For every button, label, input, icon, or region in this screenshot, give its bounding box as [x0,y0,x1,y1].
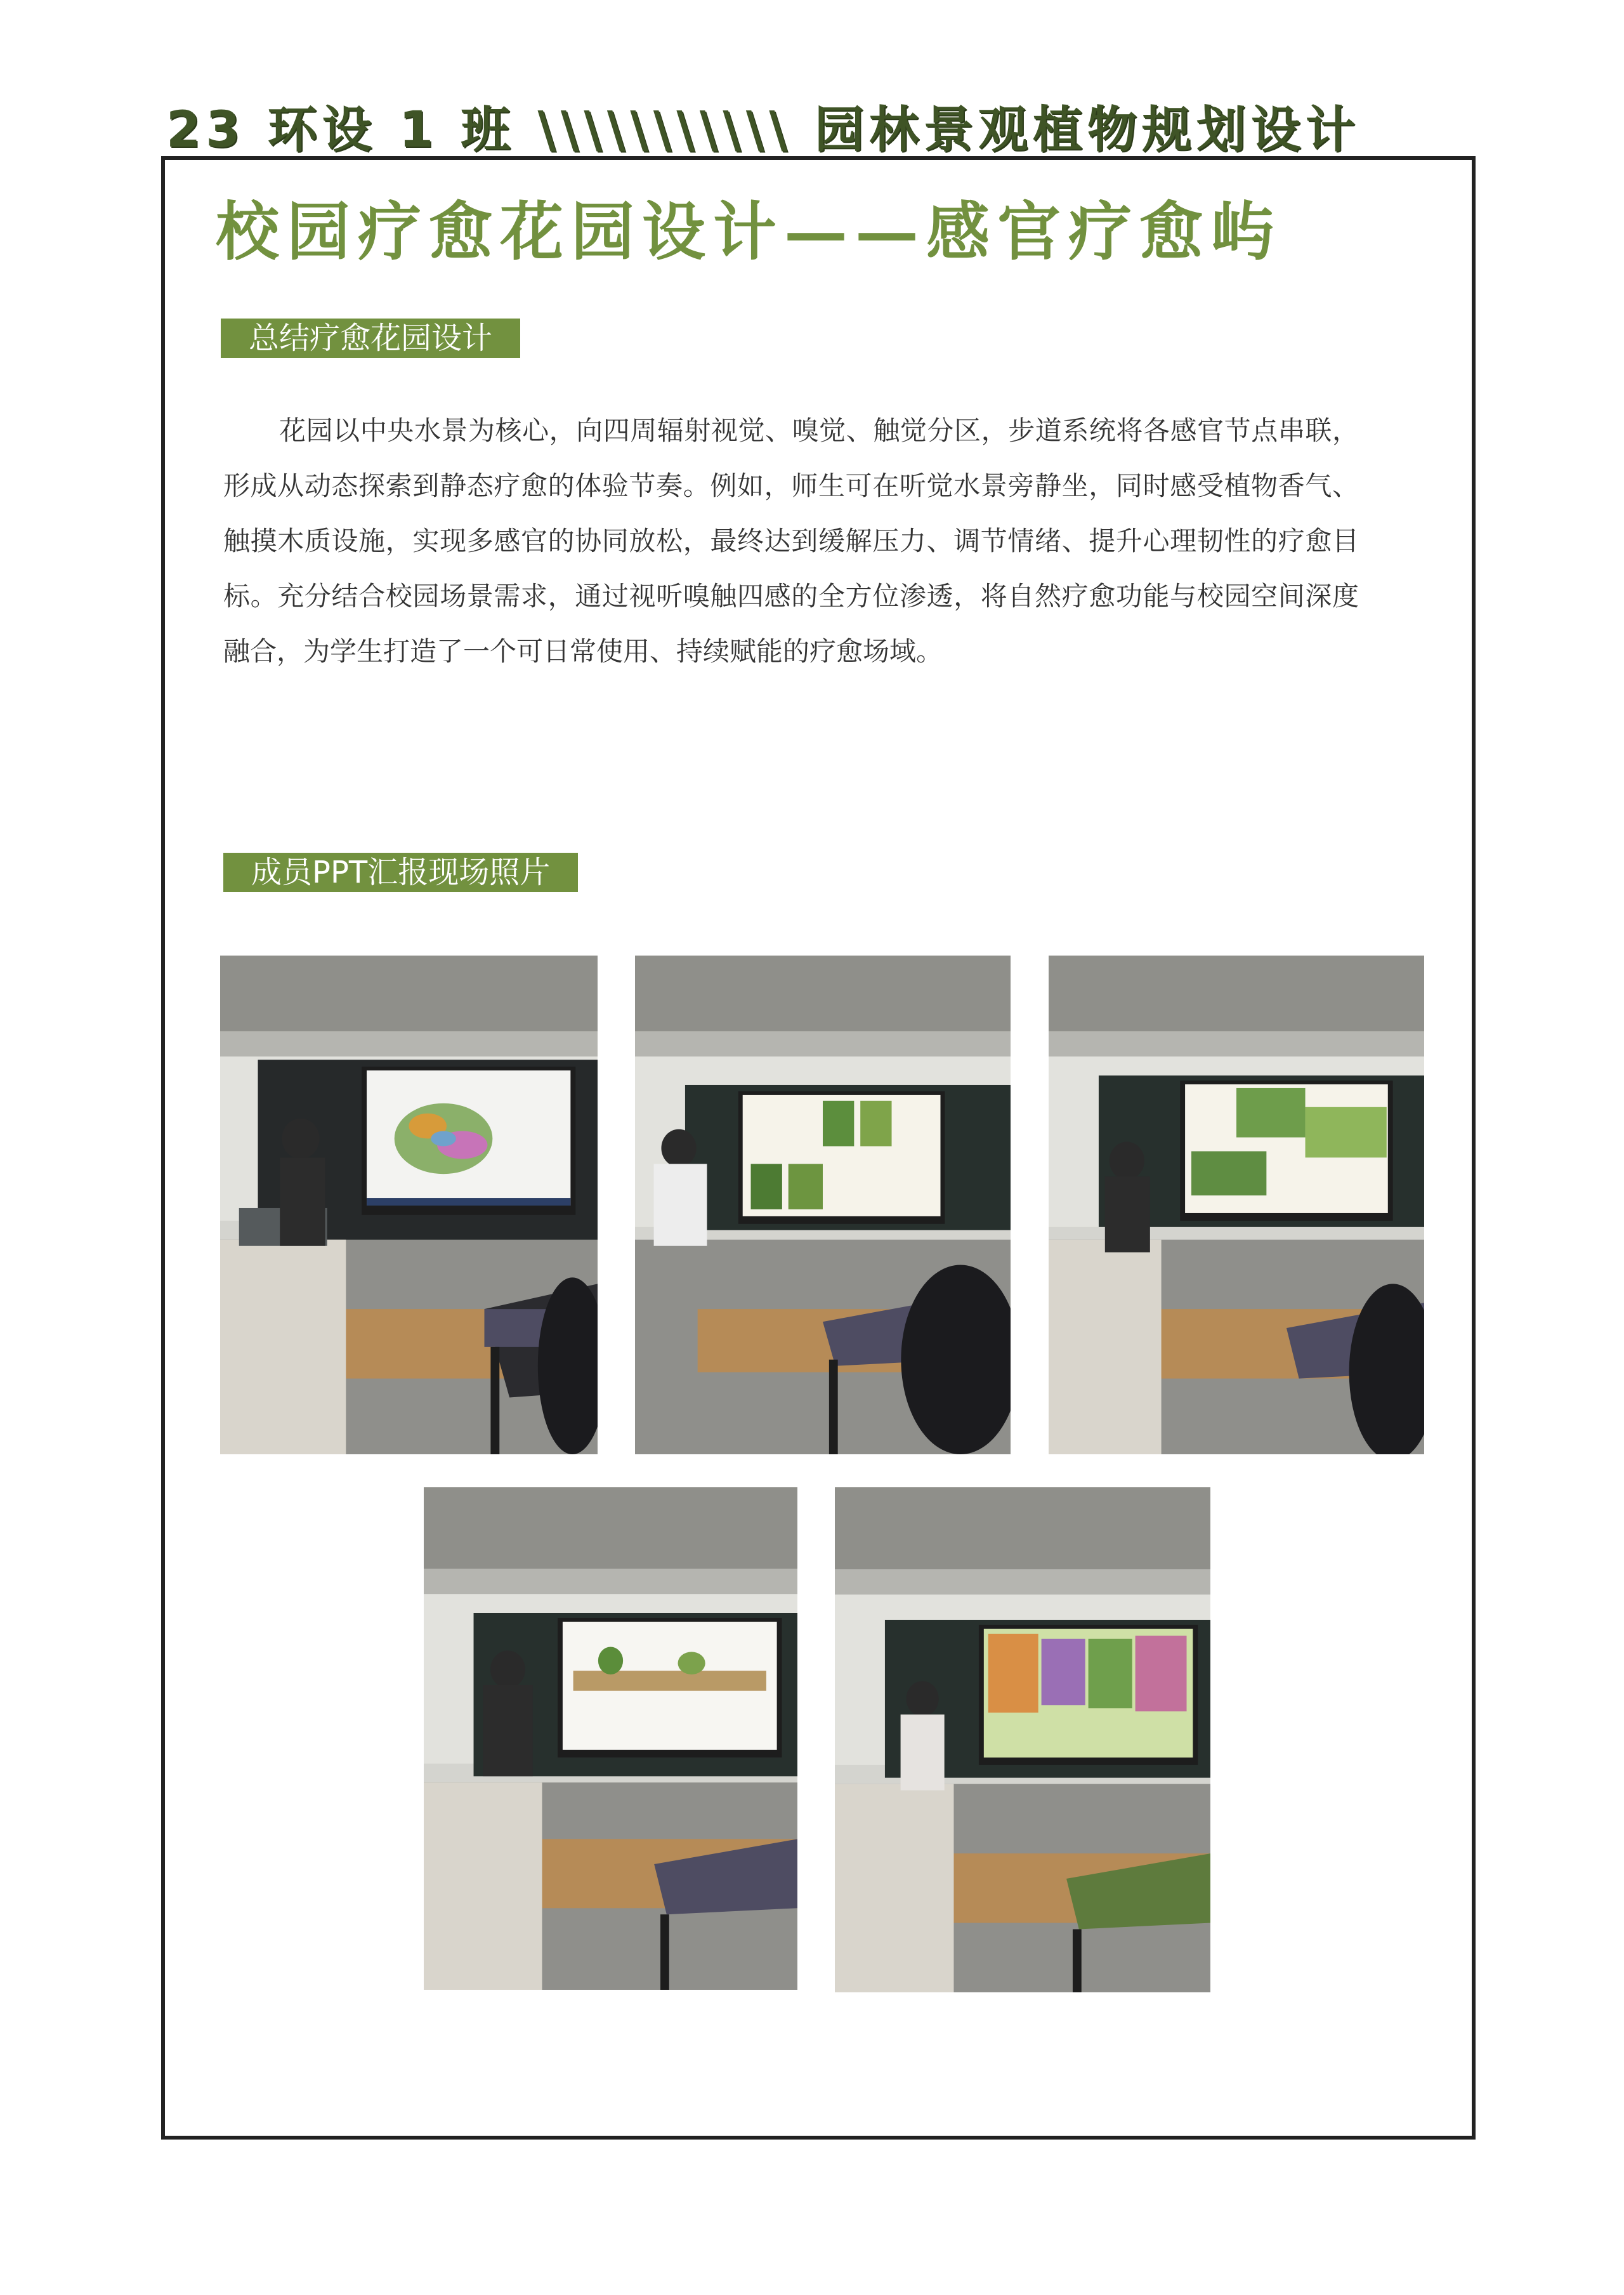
presentation-photo-3 [1049,956,1424,1454]
class-header: 23 环设 1 班 \\\\\\\\\\\ 园林景观植物规划设计 [166,102,1360,159]
section-label-summary: 总结疗愈花园设计 [221,319,520,358]
page-title: 校园疗愈花园设计——感官疗愈屿 [216,194,1281,269]
presentation-photo-2 [635,956,1011,1454]
section-label-photos: 成员PPT汇报现场照片 [223,853,578,892]
presentation-photo-5 [835,1487,1210,1992]
summary-paragraph: 花园以中央水景为核心，向四周辐射视觉、嗅觉、触觉分区，步道系统将各感官节点串联，形成从动态探索到静态疗愈的体验节奏。例如，师生可在听觉水景旁静坐，同时感受植物香气、触摸木质设施，实现多感官的协同放松，最终达到缓解压力、调节情绪、提升心理韧性的疗愈目标。充分结合校园场景需求，通过视听嗅触四感的全方位渗透，将自然疗愈功能与校园空间深度融合，为学生打造了一个可日常使用、持续赋能的疗愈场域。 [223,415,1359,667]
presentation-photo-4 [424,1487,797,1990]
presentation-photo-1 [220,956,598,1454]
